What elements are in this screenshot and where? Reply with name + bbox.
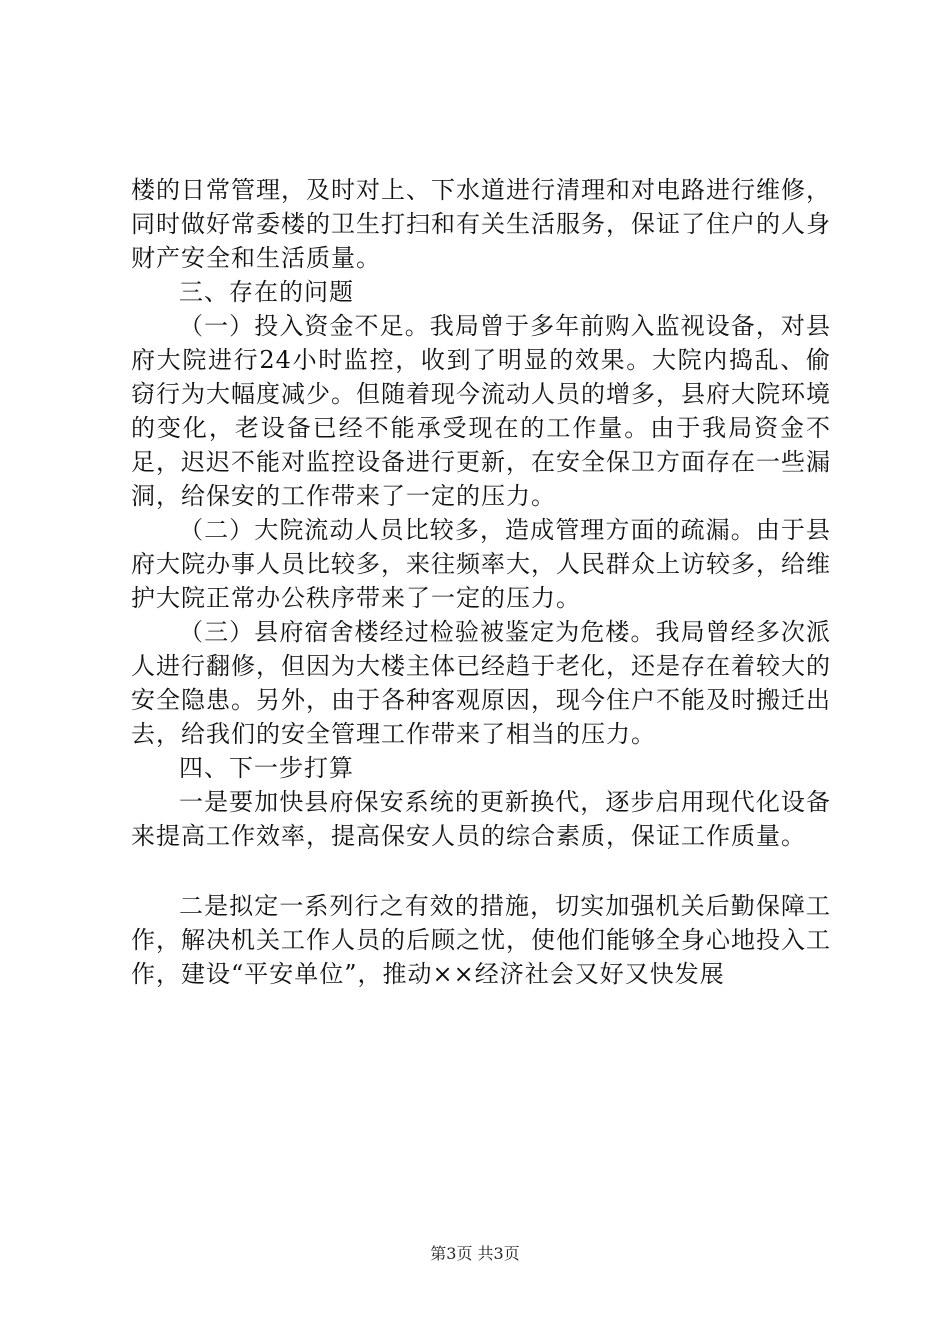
paragraph-next-step-two: 二是拟定一系列行之有效的措施，切实加强机关后勤保障工作，解决机关工作人员的后顾之忧，使他们能够全身心地投入工作，建设“平安单位”，推动××经济社会又好又快发展	[131, 892, 831, 988]
page-number-footer: 第3页 共3页	[430, 1244, 520, 1263]
paragraph-building-management: 楼的日常管理，及时对上、下水道进行清理和对电路进行维修，同时做好常委楼的卫生打扫和有关生活服务，保证了住户的人身财产安全和生活质量。	[131, 176, 831, 272]
heading-next-steps: 四、下一步打算	[179, 754, 354, 782]
paragraph-problem-funding: （一）投入资金不足。我局曾于多年前购入监视设备，对县府大院进行24小时监控，收到了明显的效果。大院内捣乱、偷窃行为大幅度减少。但随着现今流动人员的增多，县府大院环境的变化，老设备已经不能承受现在的工作量。由于我局资金不足，迟迟不能对监控设备进行更新，在安全保卫方面存在一些漏洞，给保安的工作带来了一定的压力。	[131, 312, 831, 510]
paragraph-problem-mobile-personnel: （二）大院流动人员比较多，造成管理方面的疏漏。由于县府大院办事人员比较多，来往频率大，人民群众上访较多，给维护大院正常办公秩序带来了一定的压力。	[131, 516, 831, 612]
document-body	[131, 173, 831, 991]
paragraph-next-step-one: 一是要加快县府保安系统的更新换代，逐步启用现代化设备来提高工作效率，提高保安人员的综合素质，保证工作质量。	[131, 788, 831, 850]
heading-existing-problems: 三、存在的问题	[179, 278, 354, 306]
paragraph-problem-dormitory: （三）县府宿舍楼经过检验被鉴定为危楼。我局曾经多次派人进行翻修，但因为大楼主体已经趋于老化，还是存在着较大的安全隐患。另外，由于各种客观原因，现今住户不能及时搬迁出去，给我们的安全管理工作带来了相当的压力。	[131, 618, 831, 748]
